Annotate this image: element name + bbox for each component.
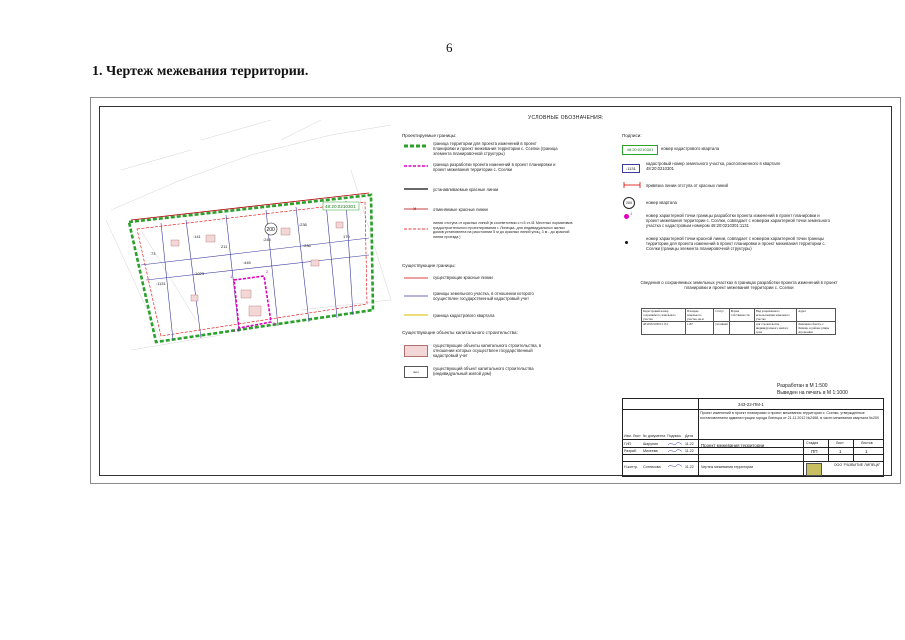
signer-role: Н.контр. (624, 465, 638, 469)
house-symbol: жил (404, 366, 428, 378)
signer-name: Михеева (643, 449, 658, 453)
doc-code: 343-22-ПМ-1 (738, 402, 764, 407)
signatures (667, 441, 683, 471)
project-name: Проект межевания территории (701, 443, 765, 448)
legend-item: существующий объект капитального строительства (индивидуальный жилой дом) (433, 366, 534, 376)
legend-projected-header: Проектируемые границы: (402, 133, 457, 138)
info-table-header: Форма собственности (729, 309, 754, 322)
org-name: ООО "РАЗВИТИЕ ЛИПЕЦК" (833, 463, 881, 467)
building-symbol (404, 345, 428, 357)
parcel-boundaries (141, 201, 369, 340)
doc-description: Проект изменений в проект планировки и проект межевания территории с. Сселки, утвержденные постановлением администрации города Липецка от 21.11.2012 №2468, в части межевания квартала №200 (700, 411, 879, 420)
point-label: 3 (273, 321, 276, 326)
legend-item: граница кадастрового квартала (433, 313, 495, 318)
legend-projected-symbols (402, 142, 430, 262)
parcel-label: :236 (303, 243, 311, 248)
legend-item: отменяемые красные линии (433, 207, 488, 212)
signer-role: ГИП (624, 442, 632, 446)
svg-text:×: × (413, 207, 417, 213)
caption-text: номер характерной точки красной линии, совпадает с номером характерной точки границы территории для проекта изменений в проект планировки и проект межевания территории с. Сселки (границы элемента планировочной структуры) (646, 236, 826, 251)
legend-item: линии отступа от красных линий (в соответствии с п.5 ст.41 Местных нормативов градостроительного проектирования г. Липецка, для индивидуальных жилых домов установлена на расстоянии 5 м до красных линий улиц, 3 м - до красной линии проезда ) (433, 221, 573, 239)
legend-item: существующие красные линии (433, 275, 493, 280)
legend-title: УСЛОВНЫЕ ОБОЗНАЧЕНИЯ: (528, 115, 604, 121)
stage-header: Стадия (806, 441, 819, 445)
info-table-header: Площадь земельного участка, кв.м (686, 309, 714, 322)
parcel-label: 170 (343, 234, 350, 239)
caption-text: номер характерной точки границы разработки проекта изменений в проект планировки и проект межевания территории с. Сселки, совпадает с номером характерной точки земельного участка с кадастровым номером 48:20:0210301:1131 (646, 213, 830, 228)
red-line-point-icon (625, 241, 628, 244)
col-header: Подпись (667, 434, 682, 438)
scale-line-2: Выведен на печать в М 1:1000 (777, 390, 848, 396)
drawing-name: Чертеж межевания территории (701, 465, 754, 469)
info-table-cell: Липецкая область, г. Липецк, в районе улицы Агрономии (797, 322, 836, 335)
info-table-header: Адрес (797, 309, 836, 322)
org-logo (806, 463, 822, 476)
sign-date: 11.22 (685, 465, 694, 469)
legend-objects-header: Существующие объекты капитального строительства: (402, 330, 518, 335)
parcel-label: 73 (151, 251, 156, 256)
point-label: 4 (233, 328, 236, 333)
site-plan-map (101, 110, 401, 360)
caption-sample: 1 (630, 211, 633, 216)
signer-name: Шарунин (643, 442, 659, 446)
legend-item: граница территории для проекта изменений в проект планировки и проект межевания территории с. Сселки (граница элемента планировочной структуры) (433, 141, 558, 156)
legend-item: границы земельного участка, в отношении которого осуществлен государственный кадастровый учет (433, 291, 534, 301)
captions-header: Подписи: (622, 133, 642, 138)
sign-date: 11.22 (685, 449, 694, 453)
info-table-cell: 1167 (686, 322, 714, 335)
info-table-cell: - (729, 322, 754, 335)
info-table-header: Статус (714, 309, 729, 322)
drawing-sheet (90, 97, 901, 484)
signer-role: Разраб. (624, 449, 637, 453)
parcel-label: :238 (299, 222, 307, 227)
quarter-number-label: 200 (266, 227, 275, 233)
legend-item: существующие объекты капитального строительства, в отношении которых осуществлен государственный кадастровый учет (433, 343, 542, 358)
point-label: 2 (266, 269, 269, 274)
parcel-label: :141 (193, 234, 201, 239)
parcel-label: :1131 (156, 281, 166, 286)
caption-sample: :1131 (622, 164, 640, 173)
caption-text: номер кадастрового квартала (661, 146, 720, 151)
parcel-label: :445 (243, 260, 251, 265)
page-number: 6 (446, 40, 453, 55)
stage-value: 1 (839, 449, 842, 454)
col-header: Дата (685, 434, 693, 438)
stage-value: 1 (865, 449, 868, 454)
sign-date: 11.22 (685, 442, 694, 446)
info-table-cell: для строительства индивидуального жилого дома (754, 322, 796, 335)
development-boundary (234, 276, 271, 328)
caption-text: номер квартала (646, 200, 677, 205)
parcel-label: 211 (221, 244, 228, 249)
info-table-header: Вид разрешенного использования земельного участка (754, 309, 796, 322)
caption-text: кадастровый номер земельного участка, расположенного в квартале 48:20:0210301 (646, 161, 781, 171)
legend-item: устанавливаемые красные линии (433, 187, 499, 192)
caption-text: привязка линии отступа от красных линий (646, 183, 728, 188)
stage-header: Лист (836, 441, 844, 445)
caption-sample: 200 (623, 197, 635, 209)
col-header: Лист (633, 434, 641, 438)
col-header: Изм. (624, 434, 632, 438)
stage-header: Листов (861, 441, 873, 445)
parcel-label: :245 (263, 237, 271, 242)
scale-line-1: Разработан в М 1:500 (777, 383, 828, 389)
info-table-header: Кадастровый номер сохраняемого земельного участка (642, 309, 686, 322)
setback-binding-icon (622, 181, 642, 189)
info-table (641, 308, 836, 335)
caption-sample: 48:20:0210301 (622, 145, 658, 155)
legend-item: граница разработки проекта изменений в проект планировки и проект межевания территории с. Сселки (433, 162, 556, 172)
point-label: 1 (230, 274, 233, 279)
info-table-cell: 48:20:0210301:1131 (642, 322, 686, 335)
title-block (622, 398, 884, 477)
legend-existing-symbols (402, 272, 430, 322)
legend-existing-header: Существующие границы: (402, 263, 456, 268)
col-header: № документа (643, 434, 666, 438)
info-table-cell: учтенный (714, 322, 729, 335)
quarter-code-label: 48:20:0210301 (325, 204, 356, 209)
point-marker-icon (624, 214, 629, 219)
page-heading: 1. Чертеж межевания территории. (92, 64, 309, 79)
info-table-title: Сведения о сохраняемых земельных участках в границах разработки проекта изменений в проект планировки и проект межевания территории с. Сселки (640, 280, 838, 290)
signer-name: Сотникова (643, 465, 661, 469)
stage-value: ПП (811, 449, 818, 454)
parcel-label: :1023 (194, 271, 205, 276)
